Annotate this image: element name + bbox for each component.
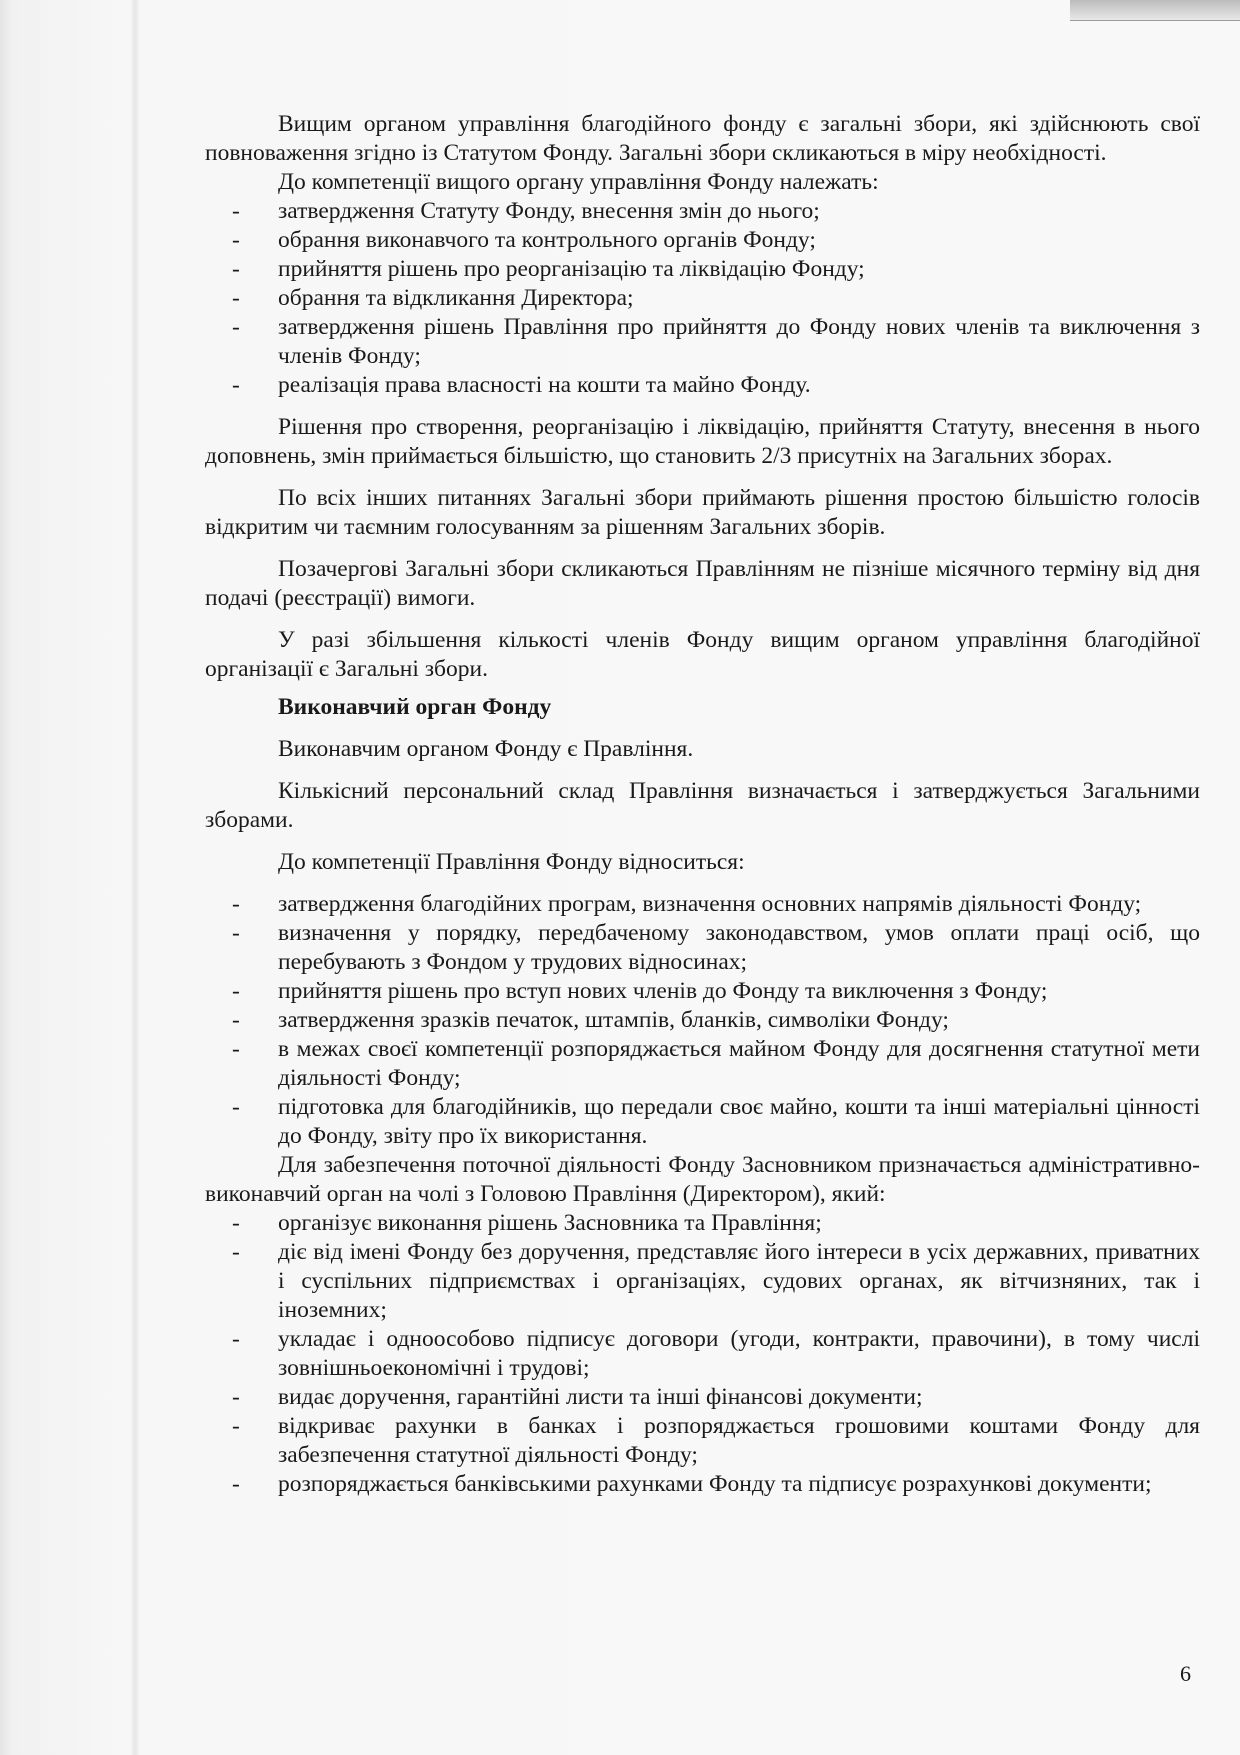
list-director-duties [205,1209,1200,1499]
list-item: - затвердження Статуту Фонду, внесення змін до нього; [205,197,1200,226]
list-item: - відкриває рахунки в банках і розпоряджається грошовими коштами Фонду для забезпечення статутної діяльності Фонду; [205,1412,1200,1470]
list-item: - затвердження рішень Правління про прийняття до Фонду нових членів та виключення з членів Фонду; [205,313,1200,371]
list-item: - підготовка для благодійників, що передали своє майно, кошти та інші матеріальні цінності до Фонду, звіту про їх використання. [205,1093,1200,1151]
paragraph-executive-body: Виконавчим органом Фонду є Правління. [278,736,694,762]
page-edge-strip [1070,0,1240,21]
list-item: - обрання виконавчого та контрольного органів Фонду; [205,226,1200,255]
list-item: - розпоряджається банківськими рахунками Фонду та підписує розрахункові документи; [205,1470,1200,1499]
list-item: - укладає і одноособово підписує договори (угоди, контракти, правочини), в тому числі зовнішньоекономічні і трудові; [205,1325,1200,1383]
paragraph-director-duties-intro: Для забезпечення поточної діяльності Фонду Засновником призначається адміністративно-виконавчий орган на чолі з Головою Правління (Директором), який: [205,1152,1200,1207]
list-item: - затвердження благодійних програм, визначення основних напрямів діяльності Фонду; [205,890,1200,919]
list-item: - обрання та відкликання Директора; [205,284,1200,313]
list-item: - визначення у порядку, передбаченому законодавством, умов оплати праці осіб, що перебувають з Фондом у трудових відносинах; [205,919,1200,977]
list-board-competence [205,890,1200,1151]
paragraph-competence-intro: До компетенції вищого органу управління Фонду належать: [278,169,879,195]
section-heading: Виконавчий орган Фонду [278,694,552,720]
list-item: - видає доручення, гарантійні листи та інші фінансові документи; [205,1383,1200,1412]
list-item: - прийняття рішень про вступ нових членів до Фонду та виключення з Фонду; [205,977,1200,1006]
document-body [205,110,1200,1499]
paragraph-board-competence-intro: До компетенції Правління Фонду відноситься: [278,849,745,875]
paragraph-other-questions: По всіх інших питаннях Загальні збори приймають рішення простою більшістю голосів відкритим чи таємним голосуванням за рішенням Загальних зборів. [205,485,1200,540]
list-item: - прийняття рішень про реорганізацію та ліквідацію Фонду; [205,255,1200,284]
list-item: - організує виконання рішень Засновника та Правління; [205,1209,1200,1238]
list-item: - в межах своєї компетенції розпоряджається майном Фонду для досягнення статутної мети діяльності Фонду; [205,1035,1200,1093]
paragraph-supreme-body: Вищим органом управління благодійного фонду є загальні збори, які здійснюють свої повноваження згідно із Статутом Фонду. Загальні збори скликаються в міру необхідності. [205,111,1200,166]
paragraph-decision-majority: Рішення про створення, реорганізацію і ліквідацію, прийняття Статуту, внесення в нього доповнень, змін приймається більшістю, що становить 2/3 присутніх на Загальних зборах. [205,414,1200,469]
paragraph-extraordinary-meeting: Позачергові Загальні збори скликаються Правлінням не пізніше місячного терміну від дня подачі (реєстрації) вимоги. [205,556,1200,611]
page-number: 6 [1180,1661,1191,1686]
paragraph-board-composition: Кількісний персональний склад Правління визначається і затверджується Загальними зборами. [205,778,1200,833]
list-item: - діє від імені Фонду без доручення, представляє його інтереси в усіх державних, приватних і суспільних підприємствах і організаціях, судових органах, як вітчизняних, так і іноземних; [205,1238,1200,1325]
paragraph-members-increase: У разі збільшення кількості членів Фонду вищим органом управління благодійної організації є Загальні збори. [205,627,1200,682]
list-item: - затвердження зразків печаток, штампів, бланків, символіки Фонду; [205,1006,1200,1035]
list-general-meeting-competence [205,197,1200,400]
page-fold-shadow [130,0,140,1755]
list-item: - реалізація права власності на кошти та майно Фонду. [205,371,1200,400]
